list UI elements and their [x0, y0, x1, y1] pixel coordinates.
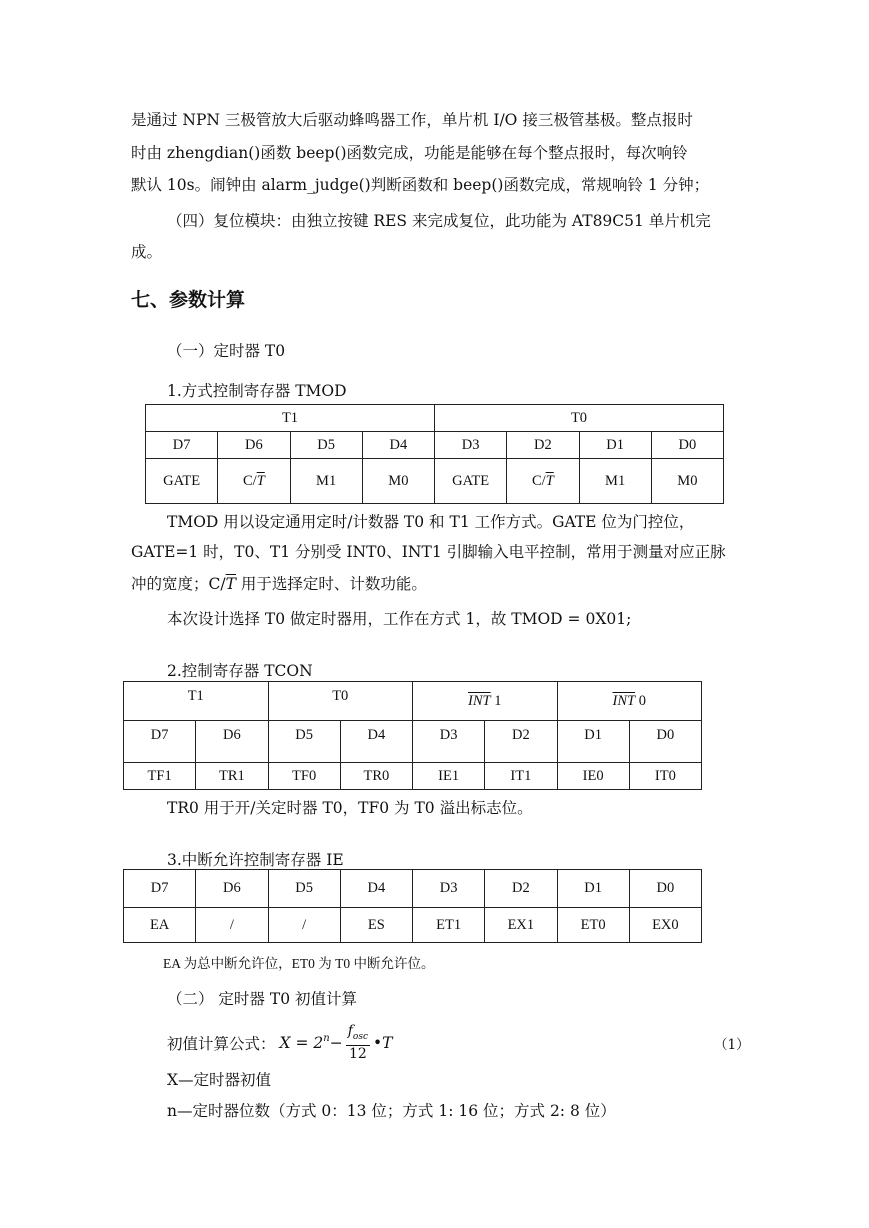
field-cell: TR0 — [340, 763, 412, 790]
bit-cell: D6 — [196, 870, 268, 908]
group-cell: T1 — [146, 405, 435, 432]
formula — [167, 1024, 392, 1063]
tcon-desc: TR0 用于开/关定时器 T0，TF0 为 T0 溢出标志位。 — [167, 799, 533, 817]
subsection-heading: （一）定时器 T0 — [167, 342, 286, 360]
field-cell: IT0 — [629, 763, 701, 790]
bit-cell: D5 — [268, 870, 340, 908]
field-cell: GATE — [146, 459, 218, 504]
group-suffix: 0 — [635, 692, 646, 709]
field-cell: TR1 — [196, 763, 268, 790]
field-cell: ES — [340, 908, 412, 943]
field-cell: ET1 — [413, 908, 485, 943]
definition-line: n—定时器位数（方式 0：13 位；方式 1: 16 位；方式 2: 8 位） — [167, 1102, 616, 1120]
desc-text: 冲的宽度；C/ — [131, 575, 226, 593]
ie-note: EA 为总中断允许位，ET0 为 T0 中断允许位。 — [163, 956, 435, 971]
bit-cell: D5 — [290, 432, 362, 459]
field-cell: / — [268, 908, 340, 943]
ie-heading: 3.中断允许控制寄存器 IE — [167, 851, 344, 869]
bit-cell: D4 — [340, 870, 412, 908]
formula-exponent: n — [323, 1032, 330, 1044]
overbar-text: $\overline{T}$ — [545, 472, 554, 489]
field-cell: TF1 — [124, 763, 196, 790]
field-cell: ET0 — [557, 908, 629, 943]
bit-cell: D0 — [629, 870, 701, 908]
bit-cell: D7 — [124, 721, 196, 763]
field-cell: IE0 — [557, 763, 629, 790]
bit-cell: D1 — [579, 432, 651, 459]
overbar-text: $\overline{INT}$ — [612, 692, 636, 709]
tmod-desc-line: GATE=1 时，T0、T1 分别受 INT0、INT1 引脚输入电平控制，常用于测量对应正脉 — [131, 543, 726, 561]
tmod-desc-line — [131, 572, 427, 594]
paragraph-line: 时由 zhengdian()函数 beep()函数完成，功能是能够在每个整点报时，每次响铃 — [131, 144, 688, 162]
bit-cell: D0 — [629, 721, 701, 763]
field-cell: EX1 — [485, 908, 557, 943]
bit-cell: D3 — [413, 721, 485, 763]
tcon-table — [123, 681, 702, 790]
bit-cell: D2 — [485, 721, 557, 763]
tmod-table — [145, 404, 724, 504]
tmod-heading: 1.方式控制寄存器 TMOD — [167, 382, 347, 400]
bit-cell: D6 — [218, 432, 290, 459]
bit-cell: D4 — [362, 432, 434, 459]
bit-cell: D1 — [557, 870, 629, 908]
desc-text: 用于选择定时、计数功能。 — [235, 575, 427, 593]
overbar-text: $\overline{T}$ — [256, 472, 265, 489]
section-title: 七、参数计算 — [131, 289, 246, 311]
ie-table — [123, 869, 702, 943]
paragraph-line: （四）复位模块：由独立按键 RES 来完成复位，此功能为 AT89C51 单片机完 — [167, 212, 711, 230]
numerator-symbol: f — [347, 1023, 353, 1039]
field-text: C/ — [242, 472, 257, 489]
tcon-heading: 2.控制寄存器 TCON — [167, 662, 313, 680]
field-text: C/ — [531, 472, 546, 489]
field-cell: / — [196, 908, 268, 943]
tmod-choice: 本次设计选择 T0 做定时器用，工作在方式 1，故 TMOD = 0X01; — [167, 610, 632, 628]
formula-label: 初值计算公式： — [167, 1035, 276, 1054]
fraction-numerator — [346, 1024, 370, 1046]
field-cell: EX0 — [629, 908, 701, 943]
field-cell: GATE — [435, 459, 507, 504]
bit-cell: D7 — [124, 870, 196, 908]
field-cell — [507, 459, 579, 504]
field-cell: TF0 — [268, 763, 340, 790]
group-cell: T1 — [124, 682, 269, 721]
bit-cell: D2 — [507, 432, 579, 459]
definition-line: X—定时器初值 — [167, 1071, 272, 1089]
equation-number: （1） — [714, 1037, 750, 1053]
field-cell — [218, 459, 290, 504]
field-cell: EA — [124, 908, 196, 943]
bit-cell: D4 — [340, 721, 412, 763]
formula-minus: − — [329, 1034, 343, 1053]
group-cell — [413, 682, 558, 721]
field-cell: IE1 — [413, 763, 485, 790]
tmod-desc-line: TMOD 用以设定通用定时/计数器 T0 和 T1 工作方式。GATE 位为门控位， — [167, 513, 695, 531]
formula-fraction — [346, 1024, 370, 1063]
bit-cell: D6 — [196, 721, 268, 763]
overbar-text: $\overline{T}$ — [225, 575, 236, 593]
paragraph-line: 是通过 NPN 三极管放大后驱动蜂鸣器工作，单片机 I/O 接三极管基极。整点报时 — [131, 111, 693, 129]
paragraph-line: 成。 — [131, 243, 163, 261]
bit-cell: D1 — [557, 721, 629, 763]
formula-tail: •T — [372, 1034, 393, 1053]
field-cell: M1 — [579, 459, 651, 504]
bit-cell: D2 — [485, 870, 557, 908]
bit-cell: D3 — [413, 870, 485, 908]
field-cell: M1 — [290, 459, 362, 504]
group-cell — [557, 682, 702, 721]
field-cell: IT1 — [485, 763, 557, 790]
bit-cell: D3 — [435, 432, 507, 459]
overbar-text: $\overline{INT}$ — [468, 692, 491, 709]
paragraph-line: 默认 10s。闹钟由 alarm_judge()判断函数和 beep()函数完成，常规响铃 1 分钟； — [131, 176, 710, 194]
field-cell: M0 — [362, 459, 434, 504]
group-cell: T0 — [268, 682, 413, 721]
bit-cell: D5 — [268, 721, 340, 763]
field-cell: M0 — [651, 459, 723, 504]
bit-cell: D0 — [651, 432, 723, 459]
subsection-heading: （二） 定时器 T0 初值计算 — [167, 990, 357, 1008]
fraction-denominator: 12 — [348, 1045, 367, 1062]
group-suffix: 1 — [490, 692, 502, 709]
numerator-subscript: osc — [352, 1031, 368, 1042]
group-cell: T0 — [435, 405, 724, 432]
bit-cell: D7 — [146, 432, 218, 459]
formula-lhs: X = 2 — [279, 1034, 324, 1053]
